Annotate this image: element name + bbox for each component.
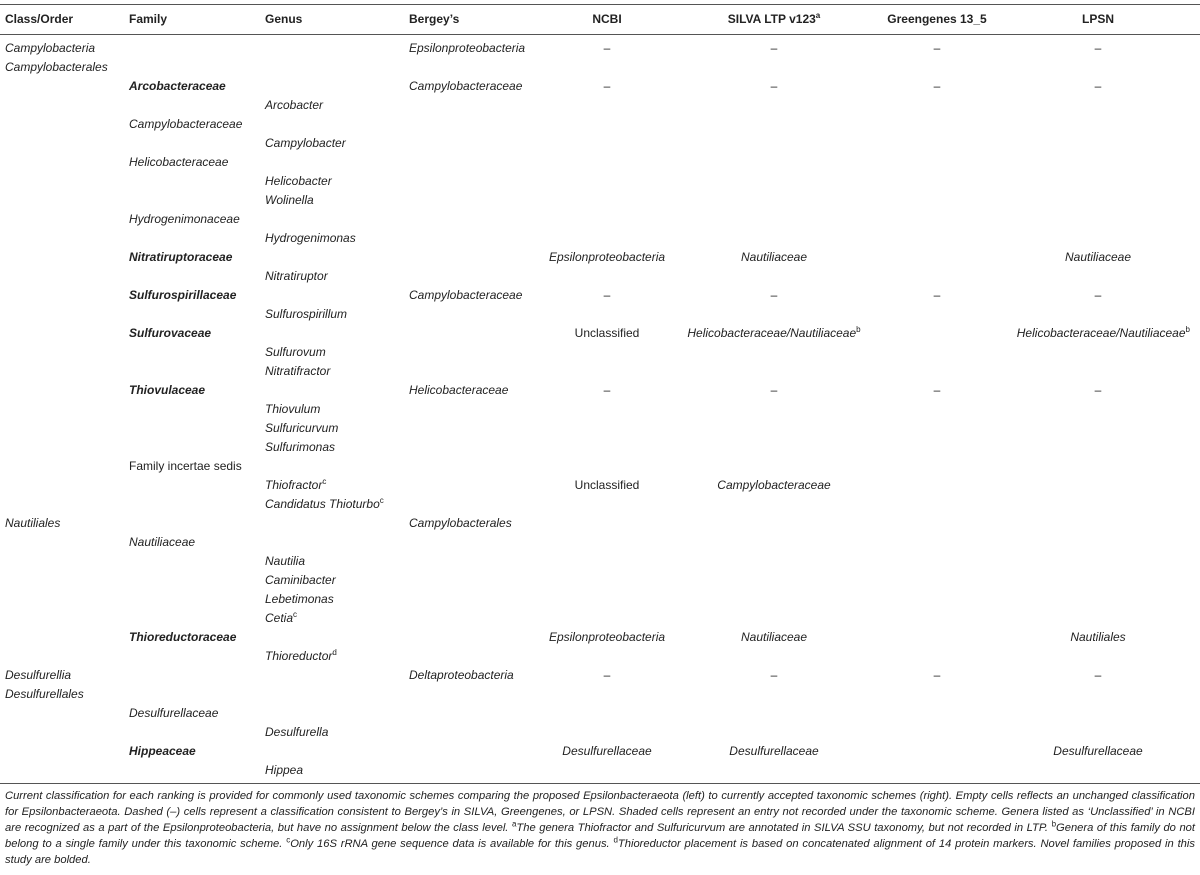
table-caption: Current classification for each ranking is provided for commonly used taxonomic schemes comparing the proposed Epsilonbacteraeota (left) to currently accepted taxonomic schemes (right). Empty cells reflects an unchanged classification for Epsilonbacteraeota. Dashed (–) cells represent a classification consistent to Bergey’s in SILVA, Greengenes, or LPSN. Shaded cells represent an entry not recorded under the taxonomic scheme. Genera listed as ‘Unclassified’ in NCBI are recognized as a part of the Epsilonproteobacteria, but have no assignment below the class level. $^a$The genera Thiofractor and Sulfuricurvum are annotated in SILVA SSU taxonomy, but not recorded in LTP. $^b$Genera of this family do not belong to a single family under this taxonomic scheme. $^c$Only 16S rRNA gene sequence data is available for this genus. $^d$Thioreductor placement is based on concatenated alignment of 14 protein markers. Novel families proposed in this study are bolded. [5,790,1195,866]
cell-family: Sulfurovaceae [129,326,212,340]
cell-ncbi: Epsilonproteobacteria [548,630,666,644]
cell-silva: – [770,668,778,682]
cell-lpsn: Nautiliaceae [1064,250,1132,264]
cell-green: – [933,41,941,55]
cell-silva: – [770,288,778,302]
cell-family: Nautiliaceae [129,535,196,549]
header-silva: SILVA LTP v123$^a$ [727,11,821,26]
cell-genus: Hydrogenimonas [265,231,356,245]
cell-genus: Thioreductor$^d$ [265,648,337,663]
cell-ncbi: Desulfurellaceae [562,744,652,758]
header-rule [0,34,1200,35]
cell-silva: Nautiliaceae [740,250,808,264]
cell-lpsn-r: Helicobacteraceae/Nautiliaceae$^b$ [1016,325,1190,340]
header-family: Family [129,12,168,26]
cell-lpsn: Desulfurellaceae [1053,744,1143,758]
cell-genus: Lebetimonas [265,592,334,606]
cell-silva: – [770,41,778,55]
table-bottom-rule [0,783,1200,784]
cell-class: Campylobacterales [5,60,108,74]
header-lpsn: LPSN [1081,12,1115,26]
cell-lpsn: – [1094,383,1102,397]
cell-green: – [933,383,941,397]
cell-family: Sulfurospirillaceae [129,288,237,302]
cell-family: Family incertae sedis [129,459,242,473]
cell-class: Desulfurellales [5,687,84,701]
cell-genus: Sulfurovum [265,345,326,359]
cell-green: – [933,668,941,682]
cell-family: Hydrogenimonaceae [129,212,240,226]
header-genus: Genus [265,12,303,26]
cell-genus: Sulfuricurvum [265,421,339,435]
cell-family: Campylobacteraceae [129,117,243,131]
cell-genus: Arcobacter [265,98,324,112]
header-class-order: Class/Order [5,12,74,26]
cell-lpsn: – [1094,668,1102,682]
cell-ncbi: Unclassified [574,478,640,492]
cell-genus: Nitratiruptor [265,269,328,283]
header-ncbi: NCBI [592,12,622,26]
cell-genus: Sulfurimonas [265,440,336,454]
cell-bergey: Campylobacteraceae [409,79,523,93]
cell-genus: Sulfurospirillum [265,307,348,321]
cell-silva: Helicobacteraceae/Nautiliaceae$^b$ [687,325,861,340]
cell-genus: Cetia$^c$ [265,610,298,625]
cell-genus: Candidatus Thioturbo$^c$ [265,496,384,511]
cell-lpsn: – [1094,41,1102,55]
cell-ncbi: Unclassified [574,326,640,340]
cell-class: Nautiliales [5,516,61,530]
cell-silva: – [770,383,778,397]
cell-ncbi: – [603,288,611,302]
cell-silva: Desulfurellaceae [729,744,819,758]
cell-genus: Thiofractor$^c$ [265,477,327,492]
cell-class: Desulfurellia [5,668,72,682]
cell-ncbi: – [603,668,611,682]
cell-genus: Hippea [265,763,304,777]
cell-green: – [933,79,941,93]
cell-ncbi: – [603,383,611,397]
cell-lpsn: Nautiliales [1070,630,1126,644]
cell-genus: Helicobacter [265,174,332,188]
cell-bergey: Campylobacterales [409,516,512,530]
cell-lpsn: – [1094,288,1102,302]
cell-family: Thiovulaceae [129,383,206,397]
header-bergeys: Bergey’s [409,12,460,26]
cell-bergey: Epsilonproteobacteria [409,41,526,55]
cell-genus: Caminibacter [265,573,336,587]
cell-bergey: Deltaproteobacteria [409,668,514,682]
cell-genus: Thiovulum [265,402,321,416]
cell-bergey: Campylobacteraceae [409,288,523,302]
cell-genus: Nautilia [265,554,306,568]
cell-bergey: Helicobacteraceae [409,383,509,397]
cell-genus: Desulfurella [265,725,329,739]
cell-ncbi: – [603,41,611,55]
cell-genus: Campylobacter [265,136,346,150]
cell-family: Nitratiruptoraceae [129,250,233,264]
cell-class: Campylobacteria [5,41,96,55]
cell-family: Helicobacteraceae [129,155,229,169]
cell-silva: – [770,79,778,93]
cell-silva: Nautiliaceae [740,630,808,644]
cell-lpsn: – [1094,79,1102,93]
header-greengenes: Greengenes 13_5 [887,12,987,26]
cell-ncbi: Epsilonproteobacteria [548,250,666,264]
cell-family: Hippeaceae [129,744,196,758]
cell-family: Arcobacteraceae [129,79,226,93]
cell-ncbi: – [603,79,611,93]
cell-genus: Nitratifractor [265,364,331,378]
cell-family: Thioreductoraceae [129,630,237,644]
cell-family: Desulfurellaceae [129,706,219,720]
cell-silva: Campylobacteraceae [717,478,831,492]
cell-genus: Wolinella [265,193,314,207]
cell-green: – [933,288,941,302]
